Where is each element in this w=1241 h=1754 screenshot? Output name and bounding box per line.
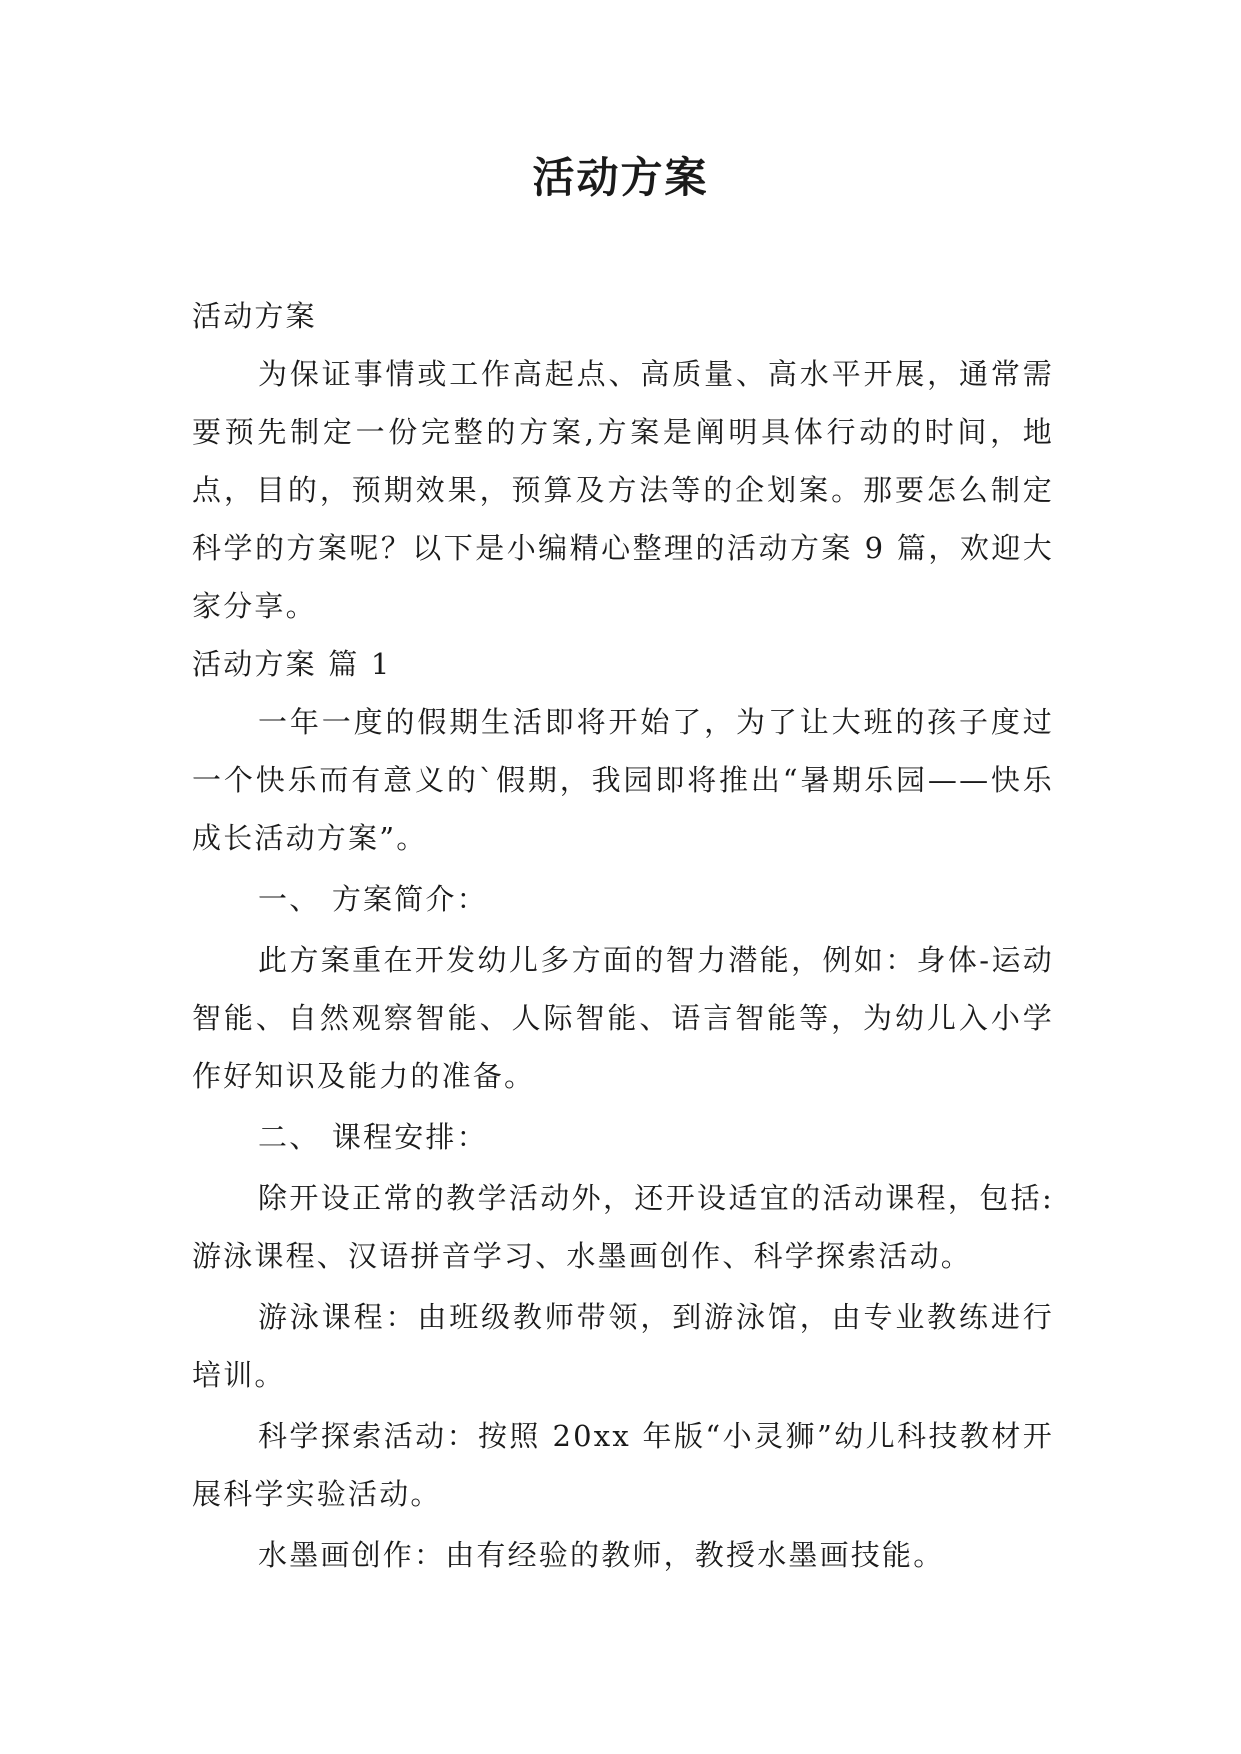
section-heading-part-1: 活动方案 篇 1	[192, 647, 392, 681]
subsection-heading-schedule: 二、 课程安排：	[258, 1120, 488, 1154]
paragraph-overview: 此方案重在开发幼儿多方面的智力潜能，例如：身体-运动智能、自然观察智能、人际智能、语言智能等，为幼儿入小学作好知识及能力的准备。	[192, 943, 1054, 1093]
paragraph-swimming: 游泳课程：由班级教师带领，到游泳馆，由专业教练进行培训。	[192, 1300, 1054, 1392]
document-body	[192, 287, 1054, 1584]
paragraph-heading: 活动方案	[192, 299, 317, 333]
paragraph-part-1-intro: 一年一度的假期生活即将开始了，为了让大班的孩子度过一个快乐而有意义的`假期，我园即将推出“暑期乐园——快乐成长活动方案”。	[192, 705, 1054, 855]
document-title: 活动方案	[532, 153, 709, 202]
subsection-heading-overview: 一、 方案简介：	[258, 882, 488, 916]
paragraph-intro: 为保证事情或工作高起点、高质量、高水平开展，通常需要预先制定一份完整的方案,方案是阐明具体行动的时间，地点，目的，预期效果，预算及方法等的企划案。那要怎么制定科学的方案呢？以下是小编精心整理的活动方案 9 篇，欢迎大家分享。	[192, 357, 1054, 623]
paragraph-ink-painting: 水墨画创作：由有经验的教师，教授水墨画技能。	[258, 1538, 945, 1572]
paragraph-science: 科学探索活动：按照 20xx 年版“小灵狮”幼儿科技教材开展科学实验活动。	[192, 1419, 1054, 1511]
paragraph-schedule: 除开设正常的教学活动外，还开设适宜的活动课程，包括: 游泳课程、汉语拼音学习、水墨画创作、科学探索活动。	[192, 1181, 1054, 1273]
